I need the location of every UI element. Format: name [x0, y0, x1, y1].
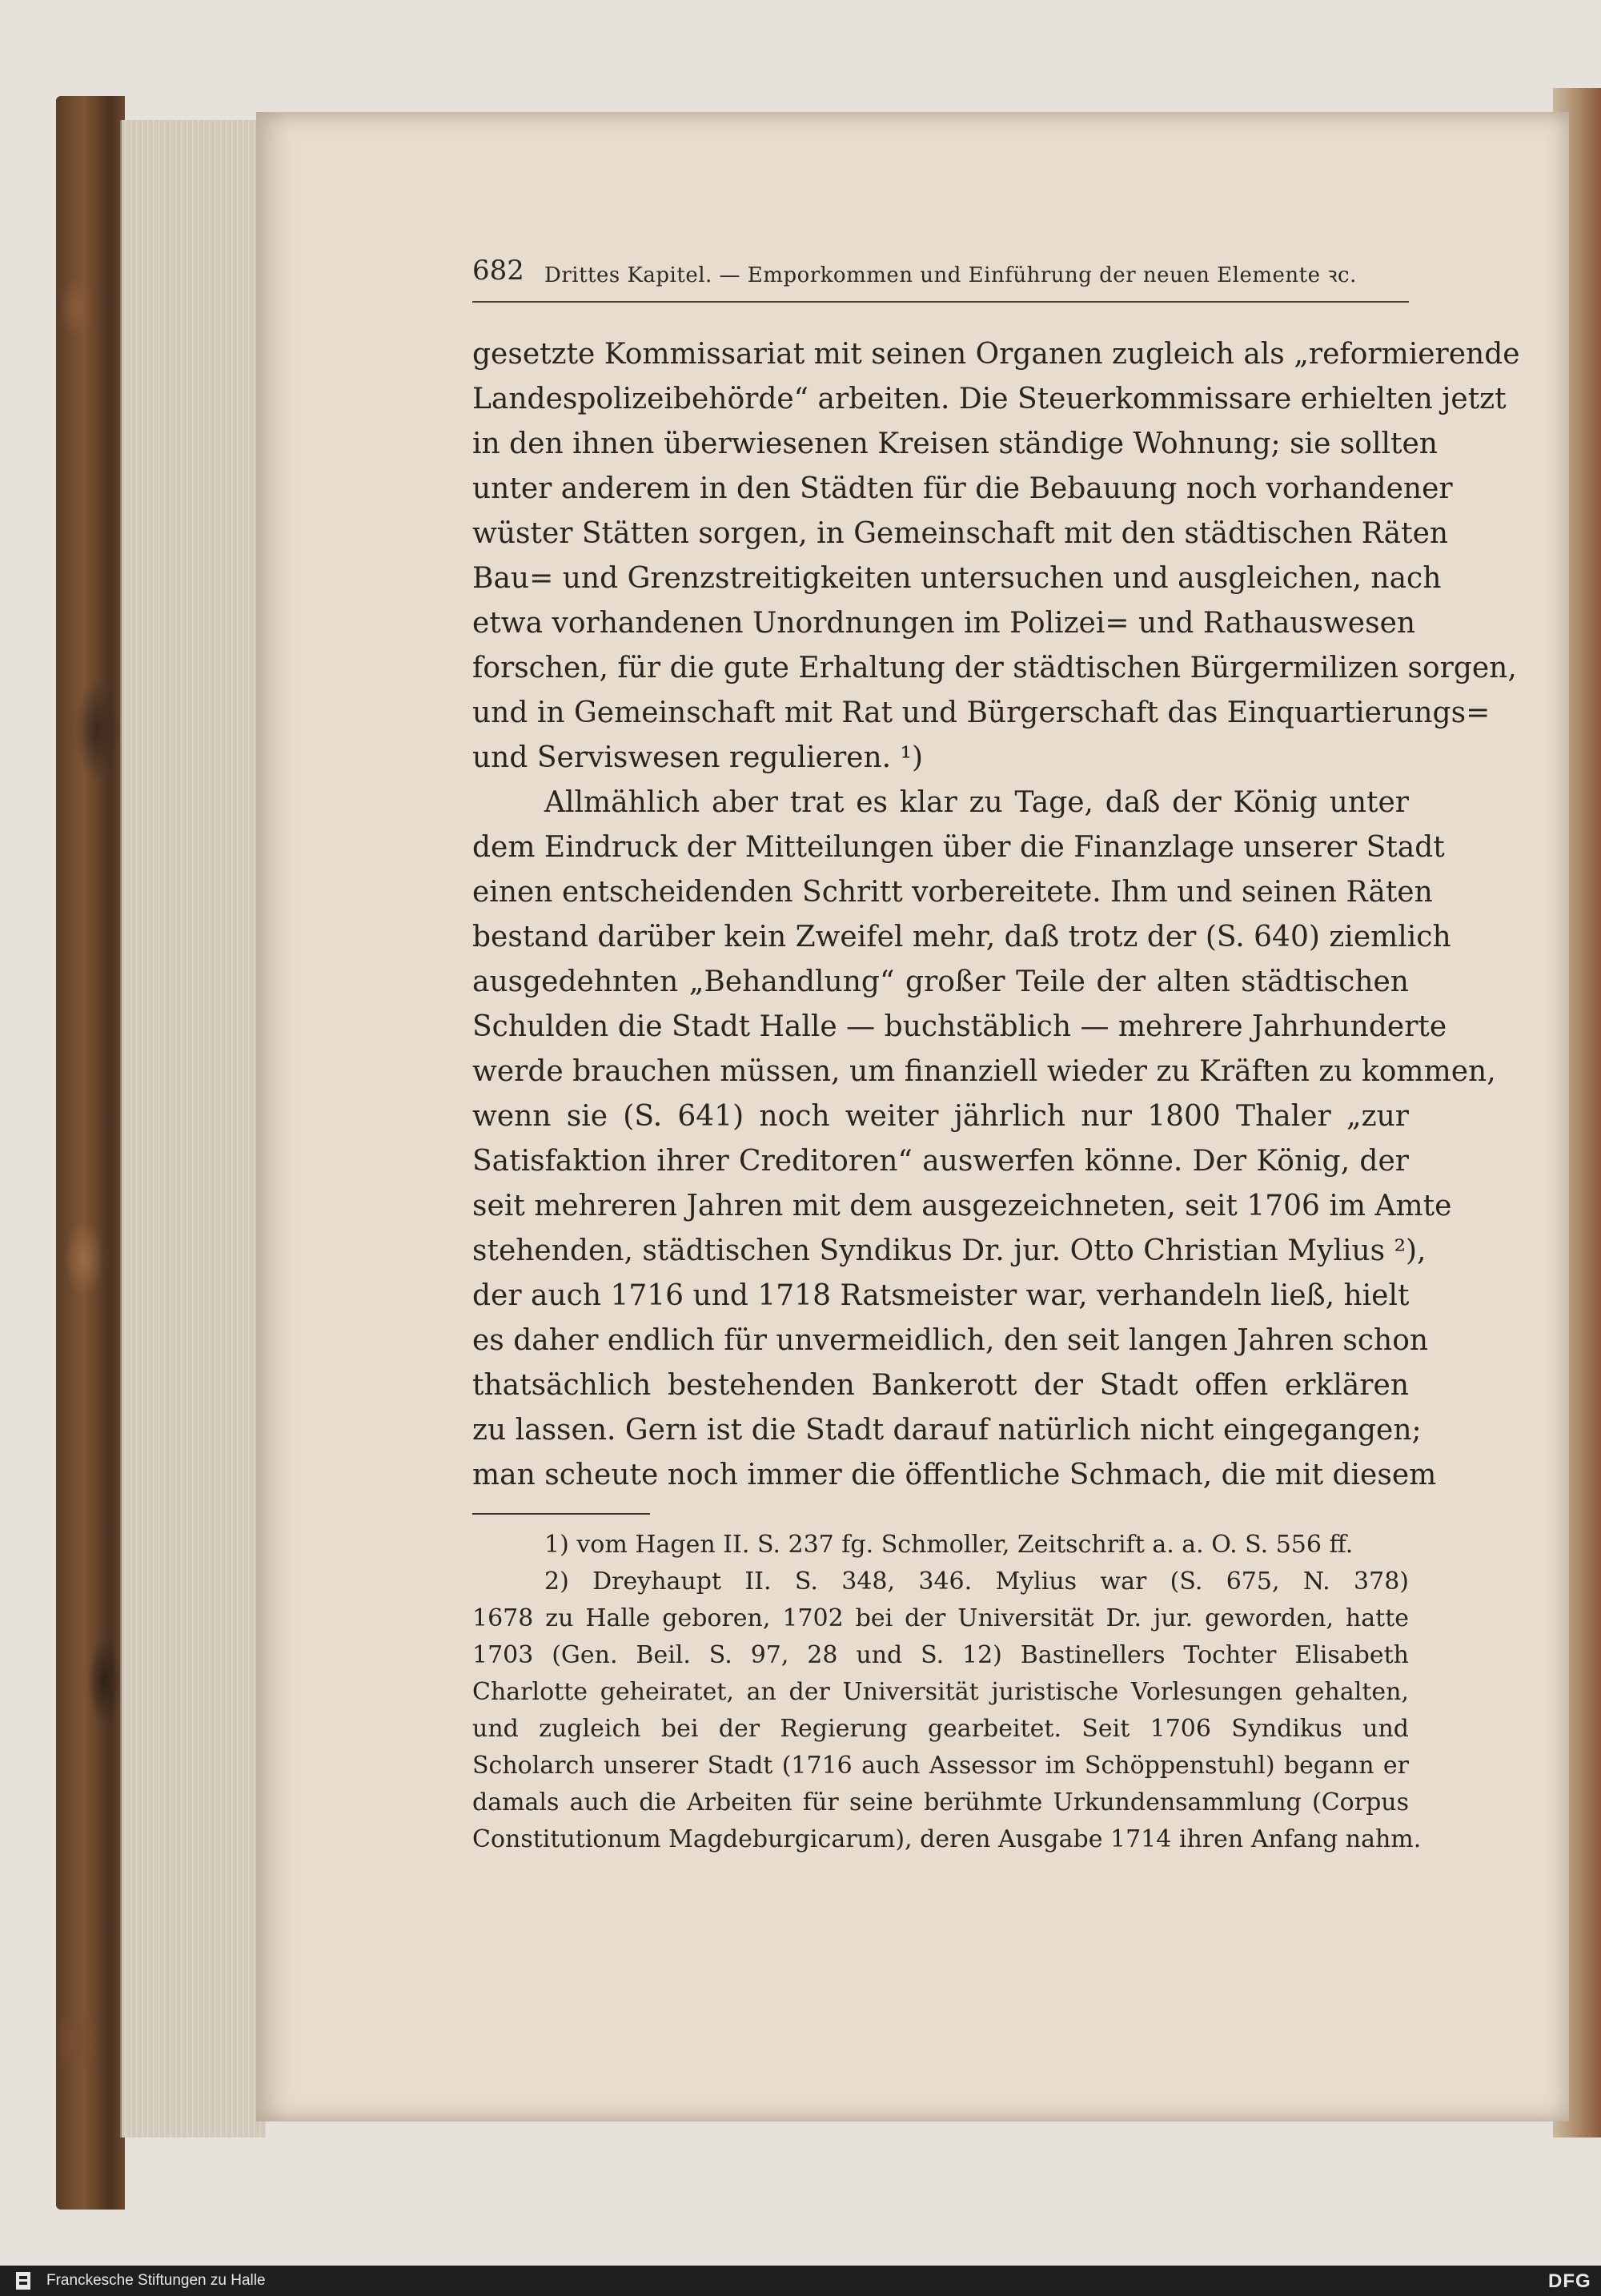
body-line: thatsächlich bestehenden Bankerott der Stadt offen erklären: [472, 1369, 1409, 1402]
institution-logo-icon: [11, 2269, 35, 2293]
body-line: der auch 1716 und 1718 Ratsmeister war, verhandeln ließ, hielt: [472, 1279, 1410, 1312]
running-head: Drittes Kapitel. — Emporkommen und Einführung der neuen Elemente ꝛc.: [544, 263, 1357, 287]
viewer-footer-bar: [0, 2266, 1601, 2296]
body-line: werde brauchen müssen, um finanziell wieder zu Kräften zu kommen,: [472, 1055, 1496, 1088]
footnote-line: 2) Dreyhaupt II. S. 348, 346. Mylius war (S. 675, N. 378): [544, 1567, 1409, 1596]
marbled-book-edge: [56, 96, 125, 2210]
body-line: dem Eindruck der Mitteilungen über die Finanzlage unserer Stadt: [472, 831, 1445, 864]
body-line: es daher endlich für unvermeidlich, den seit langen Jahren schon: [472, 1324, 1429, 1357]
body-line: zu lassen. Gern ist die Stadt darauf natürlich nicht eingegangen;: [472, 1414, 1422, 1447]
footnote-line: und zugleich bei der Regierung gearbeitet. Seit 1706 Syndikus und: [472, 1715, 1409, 1743]
footnote-line: damals auch die Arbeiten für seine berühmte Urkundensammlung (Corpus: [472, 1788, 1409, 1816]
footnote-line: Scholarch unserer Stadt (1716 auch Assessor im Schöppenstuhl) begann er: [472, 1752, 1409, 1780]
body-line: und Serviswesen regulieren. ¹): [472, 741, 924, 774]
footnote-line: Charlotte geheiratet, an der Universität juristische Vorlesungen gehalten,: [472, 1678, 1409, 1706]
body-line: Landespolizeibehörde“ arbeiten. Die Steuerkommissare erhielten jetzt: [472, 383, 1507, 415]
body-line: stehenden, städtischen Syndikus Dr. jur. Otto Christian Mylius ²),: [472, 1234, 1426, 1267]
footnote-line: 1678 zu Halle geboren, 1702 bei der Universität Dr. jur. geworden, hatte: [472, 1604, 1409, 1632]
body-line: seit mehreren Jahren mit dem ausgezeichneten, seit 1706 im Amte: [472, 1190, 1452, 1222]
body-line: und in Gemeinschaft mit Rat und Bürgerschaft das Einquartierungs=: [472, 696, 1491, 729]
page-header: [472, 255, 1409, 303]
body-line: etwa vorhandenen Unordnungen im Polizei= und Rathauswesen: [472, 607, 1416, 640]
footnote-divider: [472, 1513, 650, 1515]
body-line: Schulden die Stadt Halle — buchstäblich — mehrere Jahrhunderte: [472, 1010, 1447, 1043]
footnote-line: 1703 (Gen. Beil. S. 97, 28 und S. 12) Bastinellers Tochter Elisabeth: [472, 1641, 1409, 1669]
body-line: forschen, für die gute Erhaltung der städtischen Bürgermilizen sorgen,: [472, 652, 1517, 684]
body-line: bestand darüber kein Zweifel mehr, daß trotz der (S. 640) ziemlich: [472, 921, 1451, 953]
page-stack-edges: [120, 120, 266, 2137]
body-line: unter anderem in den Städten für die Bebauung noch vorhandener: [472, 472, 1453, 505]
footnote-line: Constitutionum Magdeburgicarum), deren Ausgabe 1714 ihren Anfang nahm.: [472, 1825, 1422, 1853]
dfg-logo: DFG: [1548, 2270, 1591, 2292]
page-number: 682: [472, 255, 524, 287]
body-line: Satisfaktion ihrer Creditoren“ auswerfen könne. Der König, der: [472, 1145, 1409, 1178]
body-line: Bau= und Grenzstreitigkeiten untersuchen und ausgleichen, nach: [472, 562, 1442, 595]
body-line: gesetzte Kommissariat mit seinen Organen zugleich als „reformierende: [472, 338, 1520, 371]
body-line: in den ihnen überwiesenen Kreisen ständige Wohnung; sie sollten: [472, 427, 1438, 460]
body-line: Allmählich aber trat es klar zu Tage, daß der König unter: [544, 786, 1409, 819]
body-line: man scheute noch immer die öffentliche Schmach, die mit diesem: [472, 1459, 1437, 1491]
body-line: einen entscheidenden Schritt vorbereitete. Ihm und seinen Räten: [472, 876, 1433, 909]
institution-name: Franckesche Stiftungen zu Halle: [46, 2272, 266, 2289]
body-line: ausgedehnten „Behandlung“ großer Teile der alten städtischen: [472, 965, 1409, 998]
body-line: wenn sie (S. 641) noch weiter jährlich nur 1800 Thaler „zur: [472, 1100, 1409, 1133]
footnote-line: 1) vom Hagen II. S. 237 fg. Schmoller, Zeitschrift a. a. O. S. 556 ff.: [544, 1531, 1354, 1559]
body-line: wüster Stätten sorgen, in Gemeinschaft mit den städtischen Räten: [472, 517, 1449, 550]
